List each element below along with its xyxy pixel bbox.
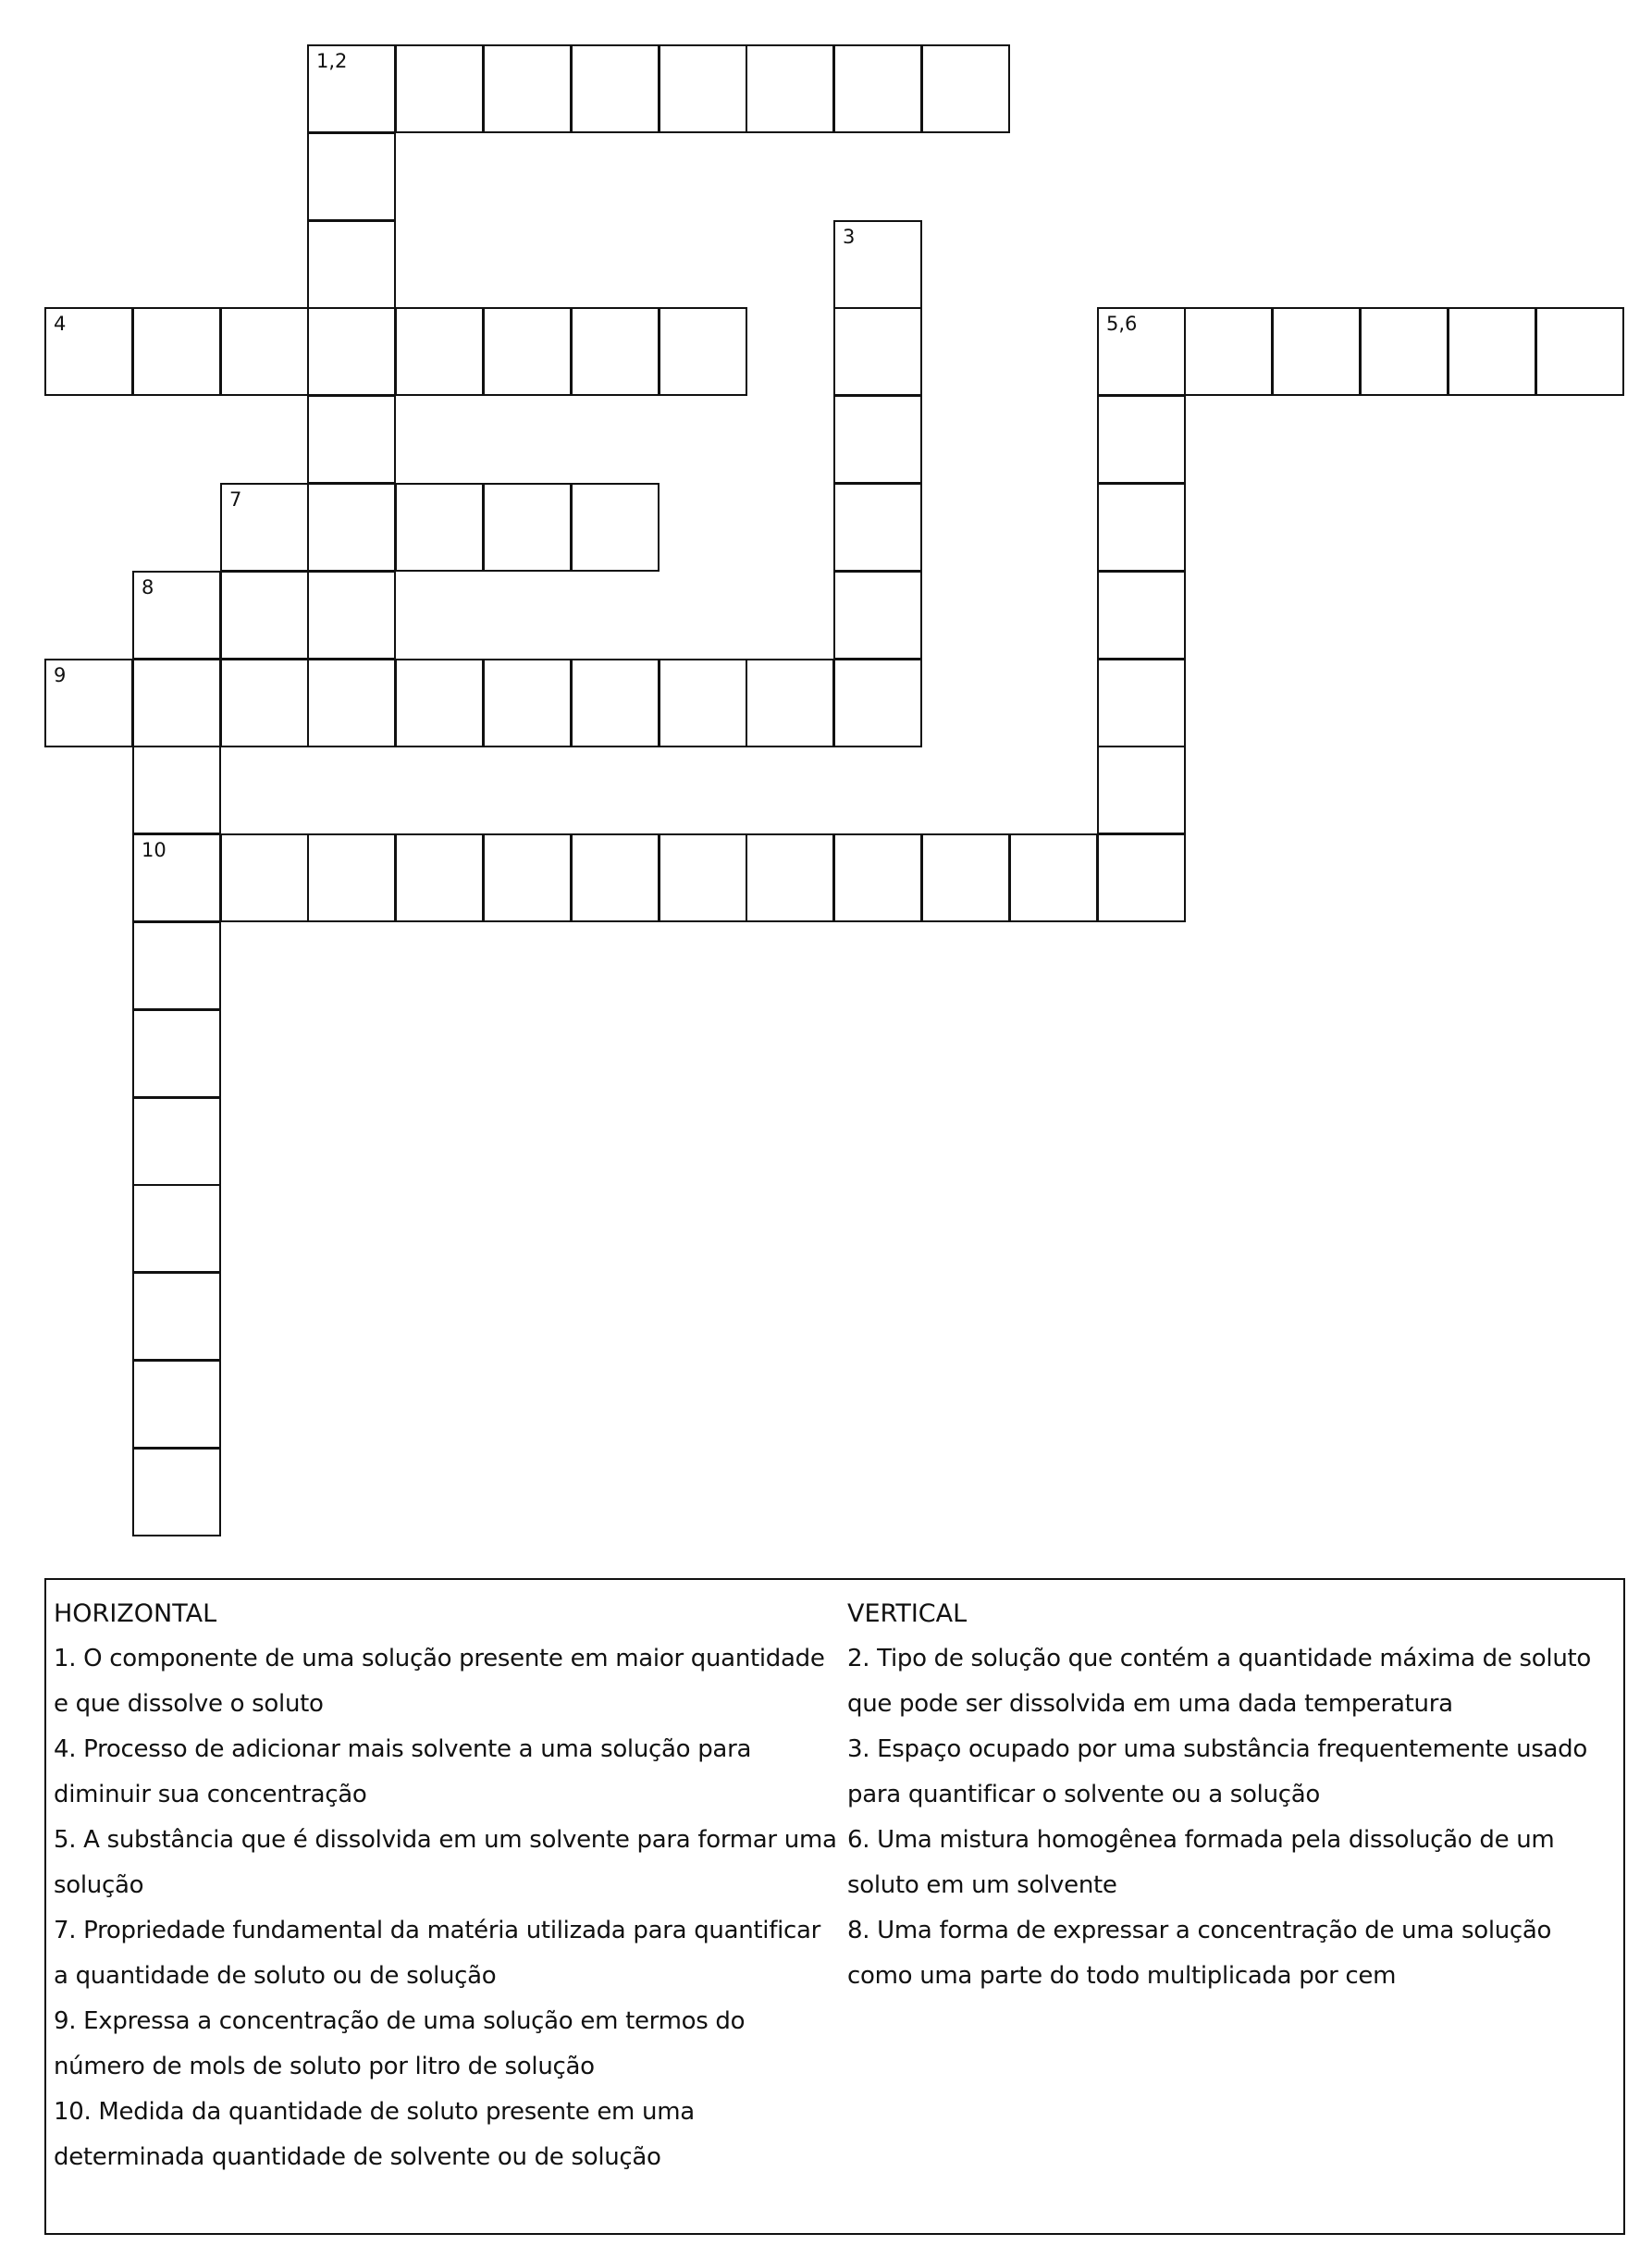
grid-cell[interactable] [132,1184,221,1273]
grid-cell[interactable] [571,307,660,396]
grid-cell[interactable] [1097,571,1186,660]
vertical-clue-2: 2. Tipo de solução que contém a quantidade máxima de soluto que pode ser dissolvida em uma dada temperatura [847,1645,1592,1718]
grid-cell[interactable] [571,659,660,747]
grid-cell[interactable] [132,746,221,834]
grid-cell[interactable] [307,659,396,747]
grid-cell[interactable] [483,833,572,922]
grid-cell[interactable] [132,659,221,747]
grid-cell[interactable] [307,44,396,133]
grid-cell[interactable] [921,833,1010,922]
horizontal-clues-column [54,1591,840,2180]
grid-cell[interactable] [220,307,309,396]
grid-cell[interactable] [307,307,396,396]
horizontal-clue-9: 9. Expressa a concentração de uma solução em termos do número de mols de soluto por litro de solução [54,2007,746,2080]
grid-cell[interactable] [395,44,484,133]
grid-cell[interactable] [571,483,660,572]
grid-cell[interactable] [307,483,396,572]
grid-cell[interactable] [307,220,396,309]
grid-cell[interactable] [833,833,922,922]
grid-cell[interactable] [833,220,922,309]
grid-cell[interactable] [395,659,484,747]
vertical-clue-8: 8. Uma forma de expressar a concentração de uma solução como uma parte do todo multiplicada por cem [847,1917,1552,1990]
grid-cell[interactable] [833,483,922,572]
grid-cell[interactable] [1097,659,1186,747]
grid-cell[interactable] [44,659,133,747]
grid-cell[interactable] [44,307,133,396]
grid-cell[interactable] [659,833,747,922]
grid-cell[interactable] [571,44,660,133]
grid-cell[interactable] [1097,483,1186,572]
grid-cell[interactable] [746,833,834,922]
grid-cell[interactable] [833,571,922,660]
grid-cell[interactable] [395,833,484,922]
horizontal-clue-4: 4. Processo de adicionar mais solvente a uma solução para diminuir sua concentração [54,1735,752,1808]
grid-cell[interactable] [132,921,221,1010]
grid-cell[interactable] [1360,307,1449,396]
grid-cell[interactable] [1448,307,1536,396]
grid-cell[interactable] [307,132,396,221]
grid-cell[interactable] [483,659,572,747]
vertical-clue-3: 3. Espaço ocupado por uma substância frequentemente usado para quantificar o solvente ou a solução [847,1735,1587,1808]
grid-cell[interactable] [132,307,221,396]
vertical-heading: VERTICAL [847,1599,968,1628]
grid-cell[interactable] [833,44,922,133]
horizontal-heading: HORIZONTAL [54,1599,217,1628]
grid-cell[interactable] [1097,746,1186,834]
clue-number: 7 [229,488,242,511]
grid-cell[interactable] [220,833,309,922]
grid-cell[interactable] [1009,833,1098,922]
grid-cell[interactable] [1535,307,1624,396]
grid-cell[interactable] [483,44,572,133]
grid-cell[interactable] [1097,395,1186,484]
grid-cell[interactable] [1272,307,1361,396]
horizontal-clue-10: 10. Medida da quantidade de soluto presente em uma determinada quantidade de solvente ou de solução [54,2098,695,2171]
grid-cell[interactable] [1097,833,1186,922]
vertical-clue-6: 6. Uma mistura homogênea formada pela dissolução de um soluto em um solvente [847,1826,1555,1899]
grid-cell[interactable] [132,1272,221,1361]
clue-number: 4 [54,313,67,335]
grid-cell[interactable] [659,307,747,396]
grid-cell[interactable] [307,833,396,922]
grid-cell[interactable] [395,483,484,572]
grid-cell[interactable] [132,1448,221,1536]
grid-cell[interactable] [571,833,660,922]
grid-cell[interactable] [746,44,834,133]
grid-cell[interactable] [220,483,309,572]
horizontal-clue-5: 5. A substância que é dissolvida em um solvente para formar uma solução [54,1826,837,1899]
grid-cell[interactable] [483,307,572,396]
grid-cell[interactable] [307,395,396,484]
vertical-clues-column [847,1591,1622,1999]
grid-cell[interactable] [132,833,221,922]
grid-cell[interactable] [833,659,922,747]
clue-number: 9 [54,664,67,686]
grid-cell[interactable] [132,1360,221,1449]
grid-cell[interactable] [395,307,484,396]
grid-cell[interactable] [1097,307,1186,396]
clue-number: 1,2 [316,50,348,72]
grid-cell[interactable] [659,44,747,133]
grid-cell[interactable] [483,483,572,572]
grid-cell[interactable] [220,659,309,747]
clue-number: 10 [142,839,166,861]
grid-cell[interactable] [833,395,922,484]
grid-cell[interactable] [921,44,1010,133]
horizontal-clue-1: 1. O componente de uma solução presente em maior quantidade e que dissolve o soluto [54,1645,825,1718]
grid-cell[interactable] [132,1097,221,1186]
horizontal-clue-7: 7. Propriedade fundamental da matéria utilizada para quantificar a quantidade de soluto ou de solução [54,1917,821,1990]
grid-cell[interactable] [833,307,922,396]
grid-cell[interactable] [307,571,396,660]
grid-cell[interactable] [1184,307,1273,396]
clue-number: 3 [843,226,856,248]
grid-cell[interactable] [220,571,309,660]
clue-number: 8 [142,576,154,598]
grid-cell[interactable] [659,659,747,747]
clue-number: 5,6 [1106,313,1138,335]
grid-cell[interactable] [132,1009,221,1098]
clue-box [44,1578,1625,2235]
grid-cell[interactable] [132,571,221,660]
grid-cell[interactable] [746,659,834,747]
